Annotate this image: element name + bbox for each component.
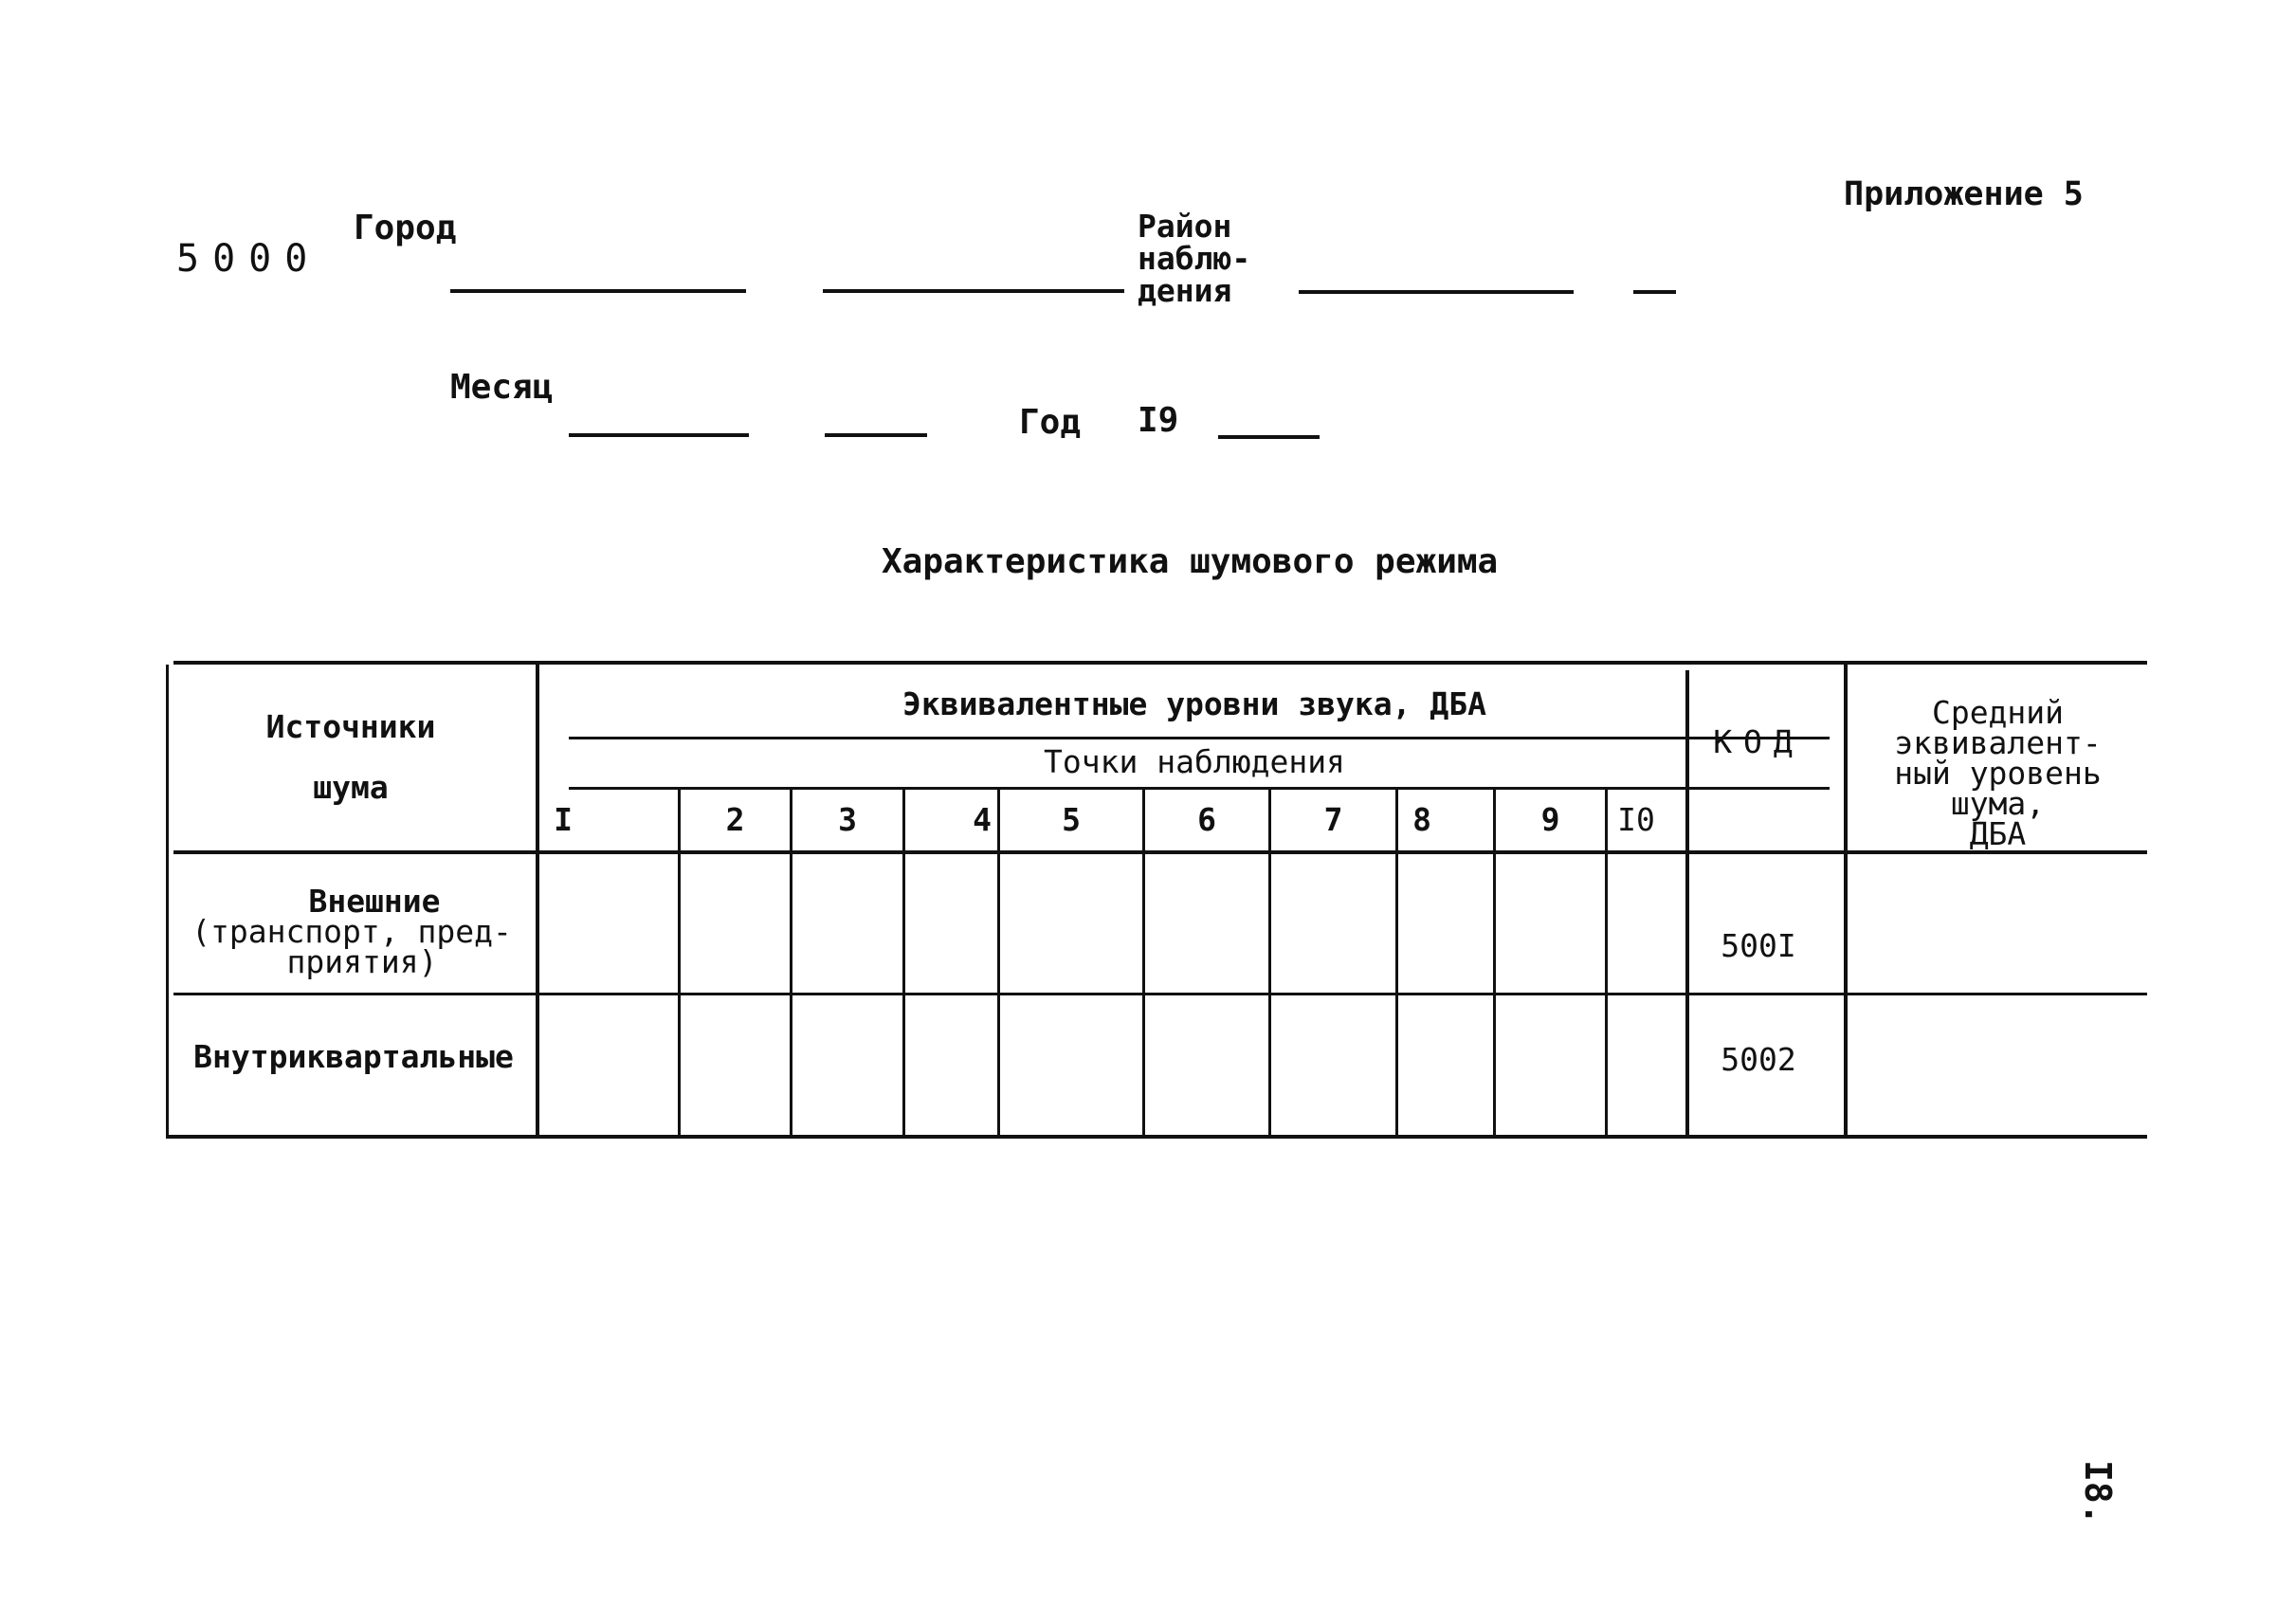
year-label: Год xyxy=(1019,403,1082,442)
avg-header-line-3: ный уровень xyxy=(1894,754,2102,792)
avg-header-line-5: ДБА xyxy=(1969,814,2027,852)
page-number: I8. xyxy=(2077,1460,2119,1525)
observation-points-header: Точки наблюдения xyxy=(1044,742,1345,780)
avg-col-border xyxy=(1844,665,1848,1139)
row-code-external: 500I xyxy=(1721,926,1796,964)
source-header-line-2: шума xyxy=(313,769,389,806)
source-col-border xyxy=(536,665,539,1139)
district-label: Район наблю- дения xyxy=(1138,208,1251,309)
year-prefix: I9 xyxy=(1138,401,1179,440)
row-divider xyxy=(173,993,2147,995)
source-header-line-1: Источники xyxy=(265,708,436,745)
document-title: Характеристика шумового режима xyxy=(882,542,1499,581)
point-number-6: 6 xyxy=(1197,801,1216,838)
appendix-label: Приложение 5 xyxy=(1844,175,2084,213)
row-label-external-line-1: Внешние xyxy=(308,883,441,920)
point-number-7: 7 xyxy=(1323,801,1343,838)
row-label-internal: Внутриквартальные xyxy=(193,1037,514,1075)
point-number-8: 8 xyxy=(1412,801,1431,838)
row-label-external-line-2: (транспорт, пред- xyxy=(191,913,512,950)
equivalent-levels-header: Эквивалентные уровни звука, ДБА xyxy=(902,684,1486,722)
form-code: 5000 xyxy=(176,237,321,281)
points-underline xyxy=(569,787,1830,790)
avg-header-line-2: эквивалент- xyxy=(1894,723,2102,761)
table-top-border xyxy=(173,661,2147,665)
equivalent-underline xyxy=(569,737,1830,739)
point-number-4: 4 xyxy=(973,801,992,838)
city-field-line-2 xyxy=(823,289,1124,293)
point-number-9: 9 xyxy=(1540,801,1560,838)
avg-header-line-4: шума, xyxy=(1950,784,2046,822)
avg-header-line-1: Средний xyxy=(1931,693,2065,731)
city-field-line-1 xyxy=(450,289,746,293)
district-field-line-1 xyxy=(1299,290,1574,294)
month-field-line-2 xyxy=(825,433,927,437)
point-number-5: 5 xyxy=(1062,801,1081,838)
row-label-external xyxy=(172,875,532,989)
year-field-line xyxy=(1218,435,1320,439)
district-field-line-2 xyxy=(1633,290,1676,294)
row-code-internal: 5002 xyxy=(1721,1040,1796,1078)
month-label: Месяц xyxy=(450,368,554,407)
point-number-2: 2 xyxy=(725,801,745,838)
row-label-external-line-3: приятия) xyxy=(286,943,438,980)
point-number-10: I0 xyxy=(1617,801,1655,838)
point-number-1: I xyxy=(554,801,573,838)
table-bottom-border xyxy=(166,1135,2147,1139)
city-label: Город xyxy=(354,209,457,247)
noise-table xyxy=(166,661,2147,1140)
avg-level-header xyxy=(1849,695,2147,851)
point-number-3: 3 xyxy=(838,801,857,838)
source-header xyxy=(166,672,536,843)
code-header: КОД xyxy=(1713,722,1804,760)
month-field-line-1 xyxy=(569,433,749,437)
